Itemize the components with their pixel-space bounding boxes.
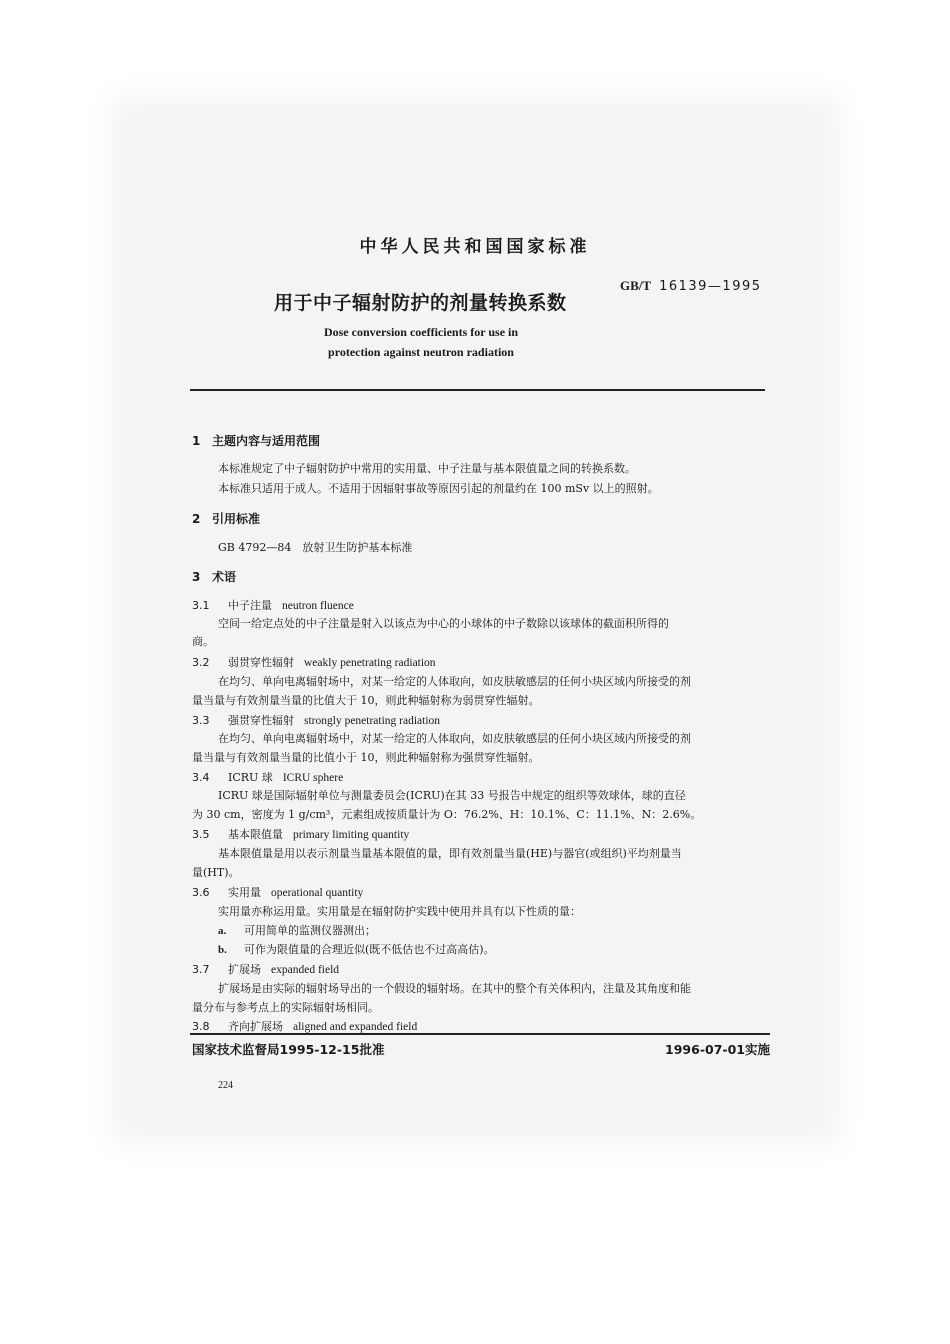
term-3-1-line-2: 商。 — [192, 635, 214, 648]
section-heading-2 — [192, 510, 260, 527]
term-en: expanded field — [271, 964, 340, 976]
list-text: 可用简单的监测仪器测出； — [244, 924, 376, 937]
section-heading-3 — [192, 568, 236, 585]
term-heading-3-5 — [192, 826, 409, 842]
term-heading-3-3 — [192, 712, 440, 728]
term-en: ICRU sphere — [282, 772, 344, 784]
term-en: weakly penetrating radiation — [304, 657, 436, 669]
term-heading-3-8 — [192, 1018, 417, 1034]
term-number: 3.4 — [192, 771, 210, 784]
term-number: 3.3 — [192, 714, 210, 727]
document-title-cn: 用于中子辐射防护的剂量转换系数 — [274, 292, 567, 314]
page-number: 224 — [218, 1080, 233, 1091]
term-3-2-line-1: 在均匀、单向电离辐射场中，对某一给定的人体取向，如皮肤敏感层的任何小块区域内所接受的剂 — [218, 675, 691, 688]
term-en: aligned and expanded field — [293, 1021, 418, 1033]
approval-info: 国家技术监督局1995-12-15批准 — [192, 1042, 385, 1057]
term-3-2-line-2: 量当量与有效剂量当量的比值大于 10，则此种辐射称为弱贯穿性辐射。 — [192, 694, 540, 707]
term-cn: 扩展场 — [228, 963, 261, 976]
list-label: a. — [218, 925, 227, 937]
term-3-6-line-1: 实用量亦称运用量。实用量是在辐射防护实践中使用并具有以下性质的量： — [218, 905, 581, 918]
term-3-5-line-2: 量(HT)。 — [192, 866, 240, 879]
term-3-4-line-2: 为 30 cm，密度为 1 g/cm³，元素组成按质量计为 O：76.2%、H：10.1%、C：11.1%、N：2.6%。 — [192, 808, 702, 821]
section-heading-1 — [192, 432, 320, 449]
standard-code-prefix: GB/T — [620, 278, 652, 293]
term-cn: 实用量 — [228, 886, 261, 899]
term-heading-3-1 — [192, 597, 354, 613]
term-cn: 弱贯穿性辐射 — [228, 656, 294, 669]
list-item-b — [218, 941, 495, 957]
term-heading-3-6 — [192, 884, 363, 900]
section-number: 3 — [192, 570, 201, 584]
term-3-4-line-1: ICRU 球是国际辐射单位与测量委员会(ICRU)在其 33 号报告中规定的组织等效球体，球的直径 — [218, 789, 686, 802]
standard-type: 中华人民共和国国家标准 — [359, 237, 591, 257]
term-cn: 齐向扩展场 — [228, 1020, 283, 1033]
document-title-en-line2: protection against neutron radiation — [328, 345, 514, 359]
term-cn: ICRU 球 — [228, 771, 273, 784]
term-en: strongly penetrating radiation — [304, 715, 441, 727]
standard-code — [620, 278, 762, 294]
term-en: primary limiting quantity — [293, 829, 410, 841]
standard-code-number: 16139—1995 — [659, 279, 762, 294]
document-title-en-line1: Dose conversion coefficients for use in — [323, 325, 519, 339]
section1-paragraph-2: 本标准只适用于成人。不适用于因辐射事故等原因引起的剂量约在 100 mSv 以上的照射。 — [218, 482, 659, 495]
term-heading-3-7 — [192, 961, 339, 977]
term-heading-3-4 — [192, 769, 343, 785]
term-number: 3.5 — [192, 828, 210, 841]
term-cn: 强贯穿性辐射 — [228, 714, 294, 727]
list-label: b. — [218, 944, 227, 956]
section-title: 主题内容与适用范围 — [212, 434, 321, 448]
section-number: 1 — [192, 434, 201, 448]
term-en: neutron fluence — [282, 600, 354, 612]
section-title: 术语 — [212, 570, 237, 584]
term-en: operational quantity — [271, 887, 364, 899]
term-number: 3.6 — [192, 886, 210, 899]
footer-rule — [190, 1033, 770, 1035]
term-cn: 基本限值量 — [228, 828, 283, 841]
list-item-a — [218, 922, 376, 938]
term-3-3-line-2: 量当量与有效剂量当量的比值小于 10，则此种辐射称为强贯穿性辐射。 — [192, 751, 540, 764]
header-rule — [190, 389, 765, 391]
term-number: 3.1 — [192, 599, 210, 612]
term-3-5-line-1: 基本限值量是用以表示剂量当量基本限值的量，即有效剂量当量(HE)与器官(或组织)平均剂量当 — [218, 847, 682, 860]
term-3-3-line-1: 在均匀、单向电离辐射场中，对某一给定的人体取向，如皮肤敏感层的任何小块区域内所接受的剂 — [218, 732, 691, 745]
term-number: 3.7 — [192, 963, 210, 976]
term-3-7-line-1: 扩展场是由实际的辐射场导出的一个假设的辐射场。在其中的整个有关体积内，注量及其角度和能 — [218, 982, 691, 995]
section-number: 2 — [192, 512, 201, 526]
normative-reference: GB 4792—84 放射卫生防护基本标准 — [218, 541, 413, 554]
term-3-1-line-1: 空间一给定点处的中子注量是射入以该点为中心的小球体的中子数除以该球体的截面积所得的 — [218, 617, 669, 630]
term-heading-3-2 — [192, 654, 436, 670]
term-number: 3.8 — [192, 1020, 210, 1033]
section1-paragraph-1: 本标准规定了中子辐射防护中常用的实用量、中子注量与基本限值量之间的转换系数。 — [218, 462, 636, 475]
term-3-7-line-2: 量分布与参考点上的实际辐射场相同。 — [192, 1001, 379, 1014]
effective-date: 1996-07-01实施 — [665, 1042, 770, 1057]
section-title: 引用标准 — [212, 512, 261, 526]
list-text: 可作为限值量的合理近似(既不低估也不过高高估)。 — [244, 943, 495, 956]
term-number: 3.2 — [192, 656, 210, 669]
term-cn: 中子注量 — [228, 599, 272, 612]
